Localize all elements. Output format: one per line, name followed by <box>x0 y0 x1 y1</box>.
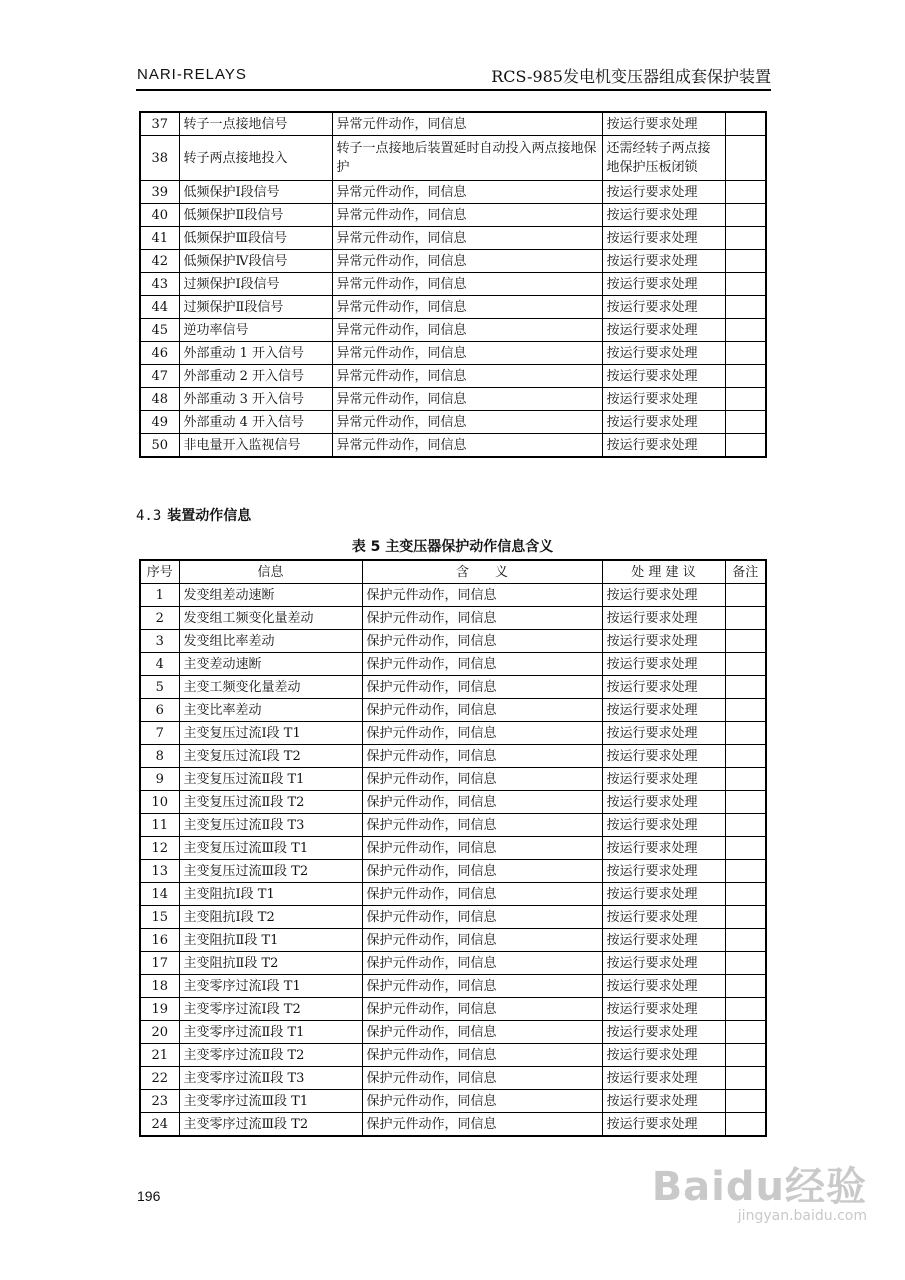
cell-no: 1 <box>140 584 179 607</box>
cell-meaning: 保护元件动作，同信息 <box>362 929 602 952</box>
cell-info: 发变组工频变化量差动 <box>179 607 362 630</box>
section-title: 装置动作信息 <box>167 507 252 523</box>
cell-note <box>725 837 766 860</box>
cell-meaning: 保护元件动作，同信息 <box>362 653 602 676</box>
cell-meaning: 异常元件动作，同信息 <box>332 342 602 365</box>
cell-info: 主变复压过流Ⅱ段 T3 <box>179 814 362 837</box>
cell-advice: 按运行要求处理 <box>602 273 725 296</box>
cell-info: 低频保护Ⅱ段信号 <box>179 204 332 227</box>
cell-meaning: 异常元件动作，同信息 <box>332 181 602 204</box>
cell-note <box>725 975 766 998</box>
table-row <box>140 204 766 227</box>
table-row <box>140 136 766 181</box>
cell-meaning: 保护元件动作，同信息 <box>362 814 602 837</box>
cell-no: 45 <box>140 319 179 342</box>
cell-info: 外部重动 1 开入信号 <box>179 342 332 365</box>
cell-info: 外部重动 3 开入信号 <box>179 388 332 411</box>
cell-meaning: 异常元件动作，同信息 <box>332 319 602 342</box>
cell-meaning: 保护元件动作，同信息 <box>362 1113 602 1137</box>
cell-advice: 按运行要求处理 <box>602 722 725 745</box>
cell-no: 17 <box>140 952 179 975</box>
cell-note <box>725 181 766 204</box>
cell-meaning: 保护元件动作，同信息 <box>362 906 602 929</box>
section-heading <box>136 505 251 525</box>
cell-meaning: 保护元件动作，同信息 <box>362 952 602 975</box>
cell-advice: 按运行要求处理 <box>602 814 725 837</box>
cell-meaning: 保护元件动作，同信息 <box>362 607 602 630</box>
cell-no: 2 <box>140 607 179 630</box>
cell-advice: 按运行要求处理 <box>602 791 725 814</box>
cell-meaning: 保护元件动作，同信息 <box>362 1044 602 1067</box>
cell-advice: 按运行要求处理 <box>602 653 725 676</box>
page-number: 196 <box>137 1188 161 1204</box>
cell-no: 21 <box>140 1044 179 1067</box>
cell-note <box>725 342 766 365</box>
cell-no: 22 <box>140 1067 179 1090</box>
cell-meaning: 异常元件动作，同信息 <box>332 388 602 411</box>
cell-note <box>725 883 766 906</box>
cell-info: 主变工频变化量差动 <box>179 676 362 699</box>
cell-no: 24 <box>140 1113 179 1137</box>
cell-meaning: 保护元件动作，同信息 <box>362 676 602 699</box>
cell-advice: 还需经转子两点接地保护压板闭锁 <box>602 136 725 181</box>
cell-meaning: 保护元件动作，同信息 <box>362 837 602 860</box>
cell-meaning: 保护元件动作，同信息 <box>362 860 602 883</box>
header-rule <box>136 89 771 91</box>
table-row <box>140 319 766 342</box>
cell-advice: 按运行要求处理 <box>602 1113 725 1137</box>
cell-no: 43 <box>140 273 179 296</box>
cell-meaning: 保护元件动作，同信息 <box>362 630 602 653</box>
cell-meaning: 异常元件动作，同信息 <box>332 273 602 296</box>
table-caption: 表 5 主变压器保护动作信息含义 <box>351 539 554 555</box>
table-row <box>140 929 766 952</box>
cell-advice: 按运行要求处理 <box>602 699 725 722</box>
cell-info: 主变零序过流Ⅲ段 T2 <box>179 1113 362 1137</box>
table-row <box>140 745 766 768</box>
cell-info: 主变阻抗Ⅱ段 T2 <box>179 952 362 975</box>
cell-meaning: 转子一点接地后装置延时自动投入两点接地保护 <box>332 136 602 181</box>
table-row <box>140 952 766 975</box>
cell-note <box>725 273 766 296</box>
table-header-row <box>140 560 766 584</box>
cell-meaning: 异常元件动作，同信息 <box>332 250 602 273</box>
table-row <box>140 1090 766 1113</box>
header-no: 序号 <box>140 560 179 584</box>
cell-meaning: 保护元件动作，同信息 <box>362 975 602 998</box>
cell-note <box>725 204 766 227</box>
signal-table-continued <box>139 111 767 458</box>
cell-advice: 按运行要求处理 <box>602 434 725 458</box>
table-row <box>140 227 766 250</box>
cell-no: 12 <box>140 837 179 860</box>
cell-meaning: 保护元件动作，同信息 <box>362 1067 602 1090</box>
cell-note <box>725 607 766 630</box>
cell-no: 6 <box>140 699 179 722</box>
table-row <box>140 112 766 136</box>
header-advice: 处 理 建 议 <box>602 560 725 584</box>
cell-no: 4 <box>140 653 179 676</box>
cell-meaning: 异常元件动作，同信息 <box>332 112 602 136</box>
cell-no: 42 <box>140 250 179 273</box>
cell-advice: 按运行要求处理 <box>602 837 725 860</box>
cell-note <box>725 1067 766 1090</box>
cell-advice: 按运行要求处理 <box>602 584 725 607</box>
cell-no: 40 <box>140 204 179 227</box>
cell-note <box>725 998 766 1021</box>
cell-no: 16 <box>140 929 179 952</box>
cell-info: 主变零序过流Ⅱ段 T3 <box>179 1067 362 1090</box>
cell-meaning: 保护元件动作，同信息 <box>362 1090 602 1113</box>
cell-no: 39 <box>140 181 179 204</box>
cell-no: 23 <box>140 1090 179 1113</box>
cell-advice: 按运行要求处理 <box>602 388 725 411</box>
cell-info: 主变复压过流Ⅱ段 T2 <box>179 791 362 814</box>
cell-meaning: 保护元件动作，同信息 <box>362 699 602 722</box>
cell-no: 18 <box>140 975 179 998</box>
cell-meaning: 保护元件动作，同信息 <box>362 768 602 791</box>
cell-info: 外部重动 2 开入信号 <box>179 365 332 388</box>
cell-advice: 按运行要求处理 <box>602 975 725 998</box>
cell-advice: 按运行要求处理 <box>602 906 725 929</box>
cell-no: 5 <box>140 676 179 699</box>
cell-note <box>725 860 766 883</box>
cell-meaning: 异常元件动作，同信息 <box>332 365 602 388</box>
cell-note <box>725 768 766 791</box>
header-info: 信息 <box>179 560 362 584</box>
cell-meaning: 异常元件动作，同信息 <box>332 411 602 434</box>
cell-no: 46 <box>140 342 179 365</box>
cell-info: 主变阻抗Ⅰ段 T2 <box>179 906 362 929</box>
table-row <box>140 250 766 273</box>
cell-meaning: 异常元件动作，同信息 <box>332 296 602 319</box>
table-row <box>140 676 766 699</box>
cell-info: 发变组差动速断 <box>179 584 362 607</box>
cell-advice: 按运行要求处理 <box>602 768 725 791</box>
cell-advice: 按运行要求处理 <box>602 181 725 204</box>
table-row <box>140 814 766 837</box>
table-row <box>140 653 766 676</box>
watermark-line2: jingyan.baidu.com <box>737 1208 867 1224</box>
cell-note <box>725 584 766 607</box>
cell-no: 9 <box>140 768 179 791</box>
cell-no: 48 <box>140 388 179 411</box>
cell-advice: 按运行要求处理 <box>602 745 725 768</box>
cell-info: 转子两点接地投入 <box>179 136 332 181</box>
cell-note <box>725 411 766 434</box>
cell-note <box>725 906 766 929</box>
header-note: 备注 <box>725 560 766 584</box>
cell-no: 41 <box>140 227 179 250</box>
cell-advice: 按运行要求处理 <box>602 860 725 883</box>
cell-info: 主变零序过流Ⅰ段 T2 <box>179 998 362 1021</box>
cell-advice: 按运行要求处理 <box>602 204 725 227</box>
cell-meaning: 保护元件动作，同信息 <box>362 722 602 745</box>
watermark-line1: Baidu经验 <box>651 1164 867 1210</box>
cell-no: 15 <box>140 906 179 929</box>
cell-info: 低频保护Ⅰ段信号 <box>179 181 332 204</box>
cell-meaning: 保护元件动作，同信息 <box>362 883 602 906</box>
cell-info: 低频保护Ⅳ段信号 <box>179 250 332 273</box>
table-row <box>140 906 766 929</box>
cell-advice: 按运行要求处理 <box>602 250 725 273</box>
table-row <box>140 791 766 814</box>
cell-no: 49 <box>140 411 179 434</box>
header-brand: NARI-RELAYS <box>137 66 247 83</box>
cell-note <box>725 365 766 388</box>
cell-note <box>725 388 766 411</box>
cell-advice: 按运行要求处理 <box>602 227 725 250</box>
header-title: RCS-985发电机变压器组成套保护装置 <box>491 67 771 86</box>
cell-advice: 按运行要求处理 <box>602 342 725 365</box>
table-row <box>140 883 766 906</box>
table-row <box>140 975 766 998</box>
cell-no: 14 <box>140 883 179 906</box>
cell-info: 过频保护Ⅱ段信号 <box>179 296 332 319</box>
cell-info: 主变零序过流Ⅰ段 T1 <box>179 975 362 998</box>
cell-note <box>725 653 766 676</box>
header-meaning: 含 义 <box>362 560 602 584</box>
table-row <box>140 388 766 411</box>
cell-note <box>725 296 766 319</box>
cell-info: 主变差动速断 <box>179 653 362 676</box>
table-row <box>140 722 766 745</box>
table-row <box>140 584 766 607</box>
cell-note <box>725 319 766 342</box>
cell-info: 转子一点接地信号 <box>179 112 332 136</box>
cell-meaning: 保护元件动作，同信息 <box>362 584 602 607</box>
cell-note <box>725 722 766 745</box>
cell-info: 主变阻抗Ⅱ段 T1 <box>179 929 362 952</box>
cell-note <box>725 136 766 181</box>
cell-info: 非电量开入监视信号 <box>179 434 332 458</box>
table-row <box>140 860 766 883</box>
cell-no: 44 <box>140 296 179 319</box>
cell-no: 3 <box>140 630 179 653</box>
cell-info: 主变比率差动 <box>179 699 362 722</box>
cell-info: 发变组比率差动 <box>179 630 362 653</box>
table-row <box>140 411 766 434</box>
cell-no: 50 <box>140 434 179 458</box>
cell-advice: 按运行要求处理 <box>602 676 725 699</box>
cell-no: 47 <box>140 365 179 388</box>
table-row <box>140 342 766 365</box>
cell-meaning: 保护元件动作，同信息 <box>362 998 602 1021</box>
cell-note <box>725 952 766 975</box>
cell-advice: 按运行要求处理 <box>602 630 725 653</box>
cell-info: 主变阻抗Ⅰ段 T1 <box>179 883 362 906</box>
cell-advice: 按运行要求处理 <box>602 998 725 1021</box>
cell-meaning: 保护元件动作，同信息 <box>362 745 602 768</box>
cell-advice: 按运行要求处理 <box>602 1021 725 1044</box>
cell-note <box>725 434 766 458</box>
cell-advice: 按运行要求处理 <box>602 112 725 136</box>
cell-info: 主变零序过流Ⅱ段 T1 <box>179 1021 362 1044</box>
cell-advice: 按运行要求处理 <box>602 1090 725 1113</box>
cell-info: 低频保护Ⅲ段信号 <box>179 227 332 250</box>
cell-advice: 按运行要求处理 <box>602 411 725 434</box>
section-number: 4.3 <box>136 508 162 524</box>
cell-meaning: 保护元件动作，同信息 <box>362 791 602 814</box>
cell-note <box>725 1090 766 1113</box>
cell-info: 过频保护Ⅰ段信号 <box>179 273 332 296</box>
cell-note <box>725 1044 766 1067</box>
cell-info: 主变复压过流Ⅱ段 T1 <box>179 768 362 791</box>
baidu-watermark-logo <box>652 1155 867 1224</box>
cell-note <box>725 676 766 699</box>
cell-note <box>725 630 766 653</box>
cell-no: 11 <box>140 814 179 837</box>
cell-info: 主变零序过流Ⅲ段 T1 <box>179 1090 362 1113</box>
cell-note <box>725 791 766 814</box>
cell-note <box>725 250 766 273</box>
cell-info: 主变复压过流Ⅲ段 T1 <box>179 837 362 860</box>
cell-note <box>725 699 766 722</box>
cell-no: 19 <box>140 998 179 1021</box>
cell-meaning: 异常元件动作，同信息 <box>332 434 602 458</box>
table-row <box>140 768 766 791</box>
cell-info: 外部重动 4 开入信号 <box>179 411 332 434</box>
cell-no: 20 <box>140 1021 179 1044</box>
cell-no: 37 <box>140 112 179 136</box>
cell-advice: 按运行要求处理 <box>602 607 725 630</box>
cell-advice: 按运行要求处理 <box>602 296 725 319</box>
cell-advice: 按运行要求处理 <box>602 952 725 975</box>
cell-meaning: 异常元件动作，同信息 <box>332 204 602 227</box>
table-row <box>140 1044 766 1067</box>
table-row <box>140 1067 766 1090</box>
cell-note <box>725 814 766 837</box>
table-row <box>140 699 766 722</box>
cell-advice: 按运行要求处理 <box>602 929 725 952</box>
cell-advice: 按运行要求处理 <box>602 365 725 388</box>
table-row <box>140 837 766 860</box>
table-row <box>140 181 766 204</box>
cell-advice: 按运行要求处理 <box>602 1067 725 1090</box>
table-row <box>140 998 766 1021</box>
cell-info: 逆功率信号 <box>179 319 332 342</box>
cell-note <box>725 929 766 952</box>
cell-note <box>725 1021 766 1044</box>
cell-advice: 按运行要求处理 <box>602 319 725 342</box>
cell-advice: 按运行要求处理 <box>602 883 725 906</box>
table-row <box>140 630 766 653</box>
cell-no: 8 <box>140 745 179 768</box>
table-row <box>140 273 766 296</box>
cell-no: 10 <box>140 791 179 814</box>
cell-info: 主变复压过流Ⅲ段 T2 <box>179 860 362 883</box>
cell-no: 13 <box>140 860 179 883</box>
cell-no: 7 <box>140 722 179 745</box>
cell-note <box>725 745 766 768</box>
cell-note <box>725 1113 766 1137</box>
cell-no: 38 <box>140 136 179 181</box>
cell-note <box>725 112 766 136</box>
cell-advice: 按运行要求处理 <box>602 1044 725 1067</box>
table-row <box>140 1021 766 1044</box>
table-row <box>140 365 766 388</box>
table-row <box>140 1113 766 1137</box>
table-row <box>140 296 766 319</box>
table-row <box>140 607 766 630</box>
main-transformer-action-table <box>139 559 767 1137</box>
cell-meaning: 异常元件动作，同信息 <box>332 227 602 250</box>
cell-info: 主变零序过流Ⅱ段 T2 <box>179 1044 362 1067</box>
cell-note <box>725 227 766 250</box>
cell-info: 主变复压过流Ⅰ段 T2 <box>179 745 362 768</box>
cell-info: 主变复压过流Ⅰ段 T1 <box>179 722 362 745</box>
table-row <box>140 434 766 458</box>
cell-meaning: 保护元件动作，同信息 <box>362 1021 602 1044</box>
